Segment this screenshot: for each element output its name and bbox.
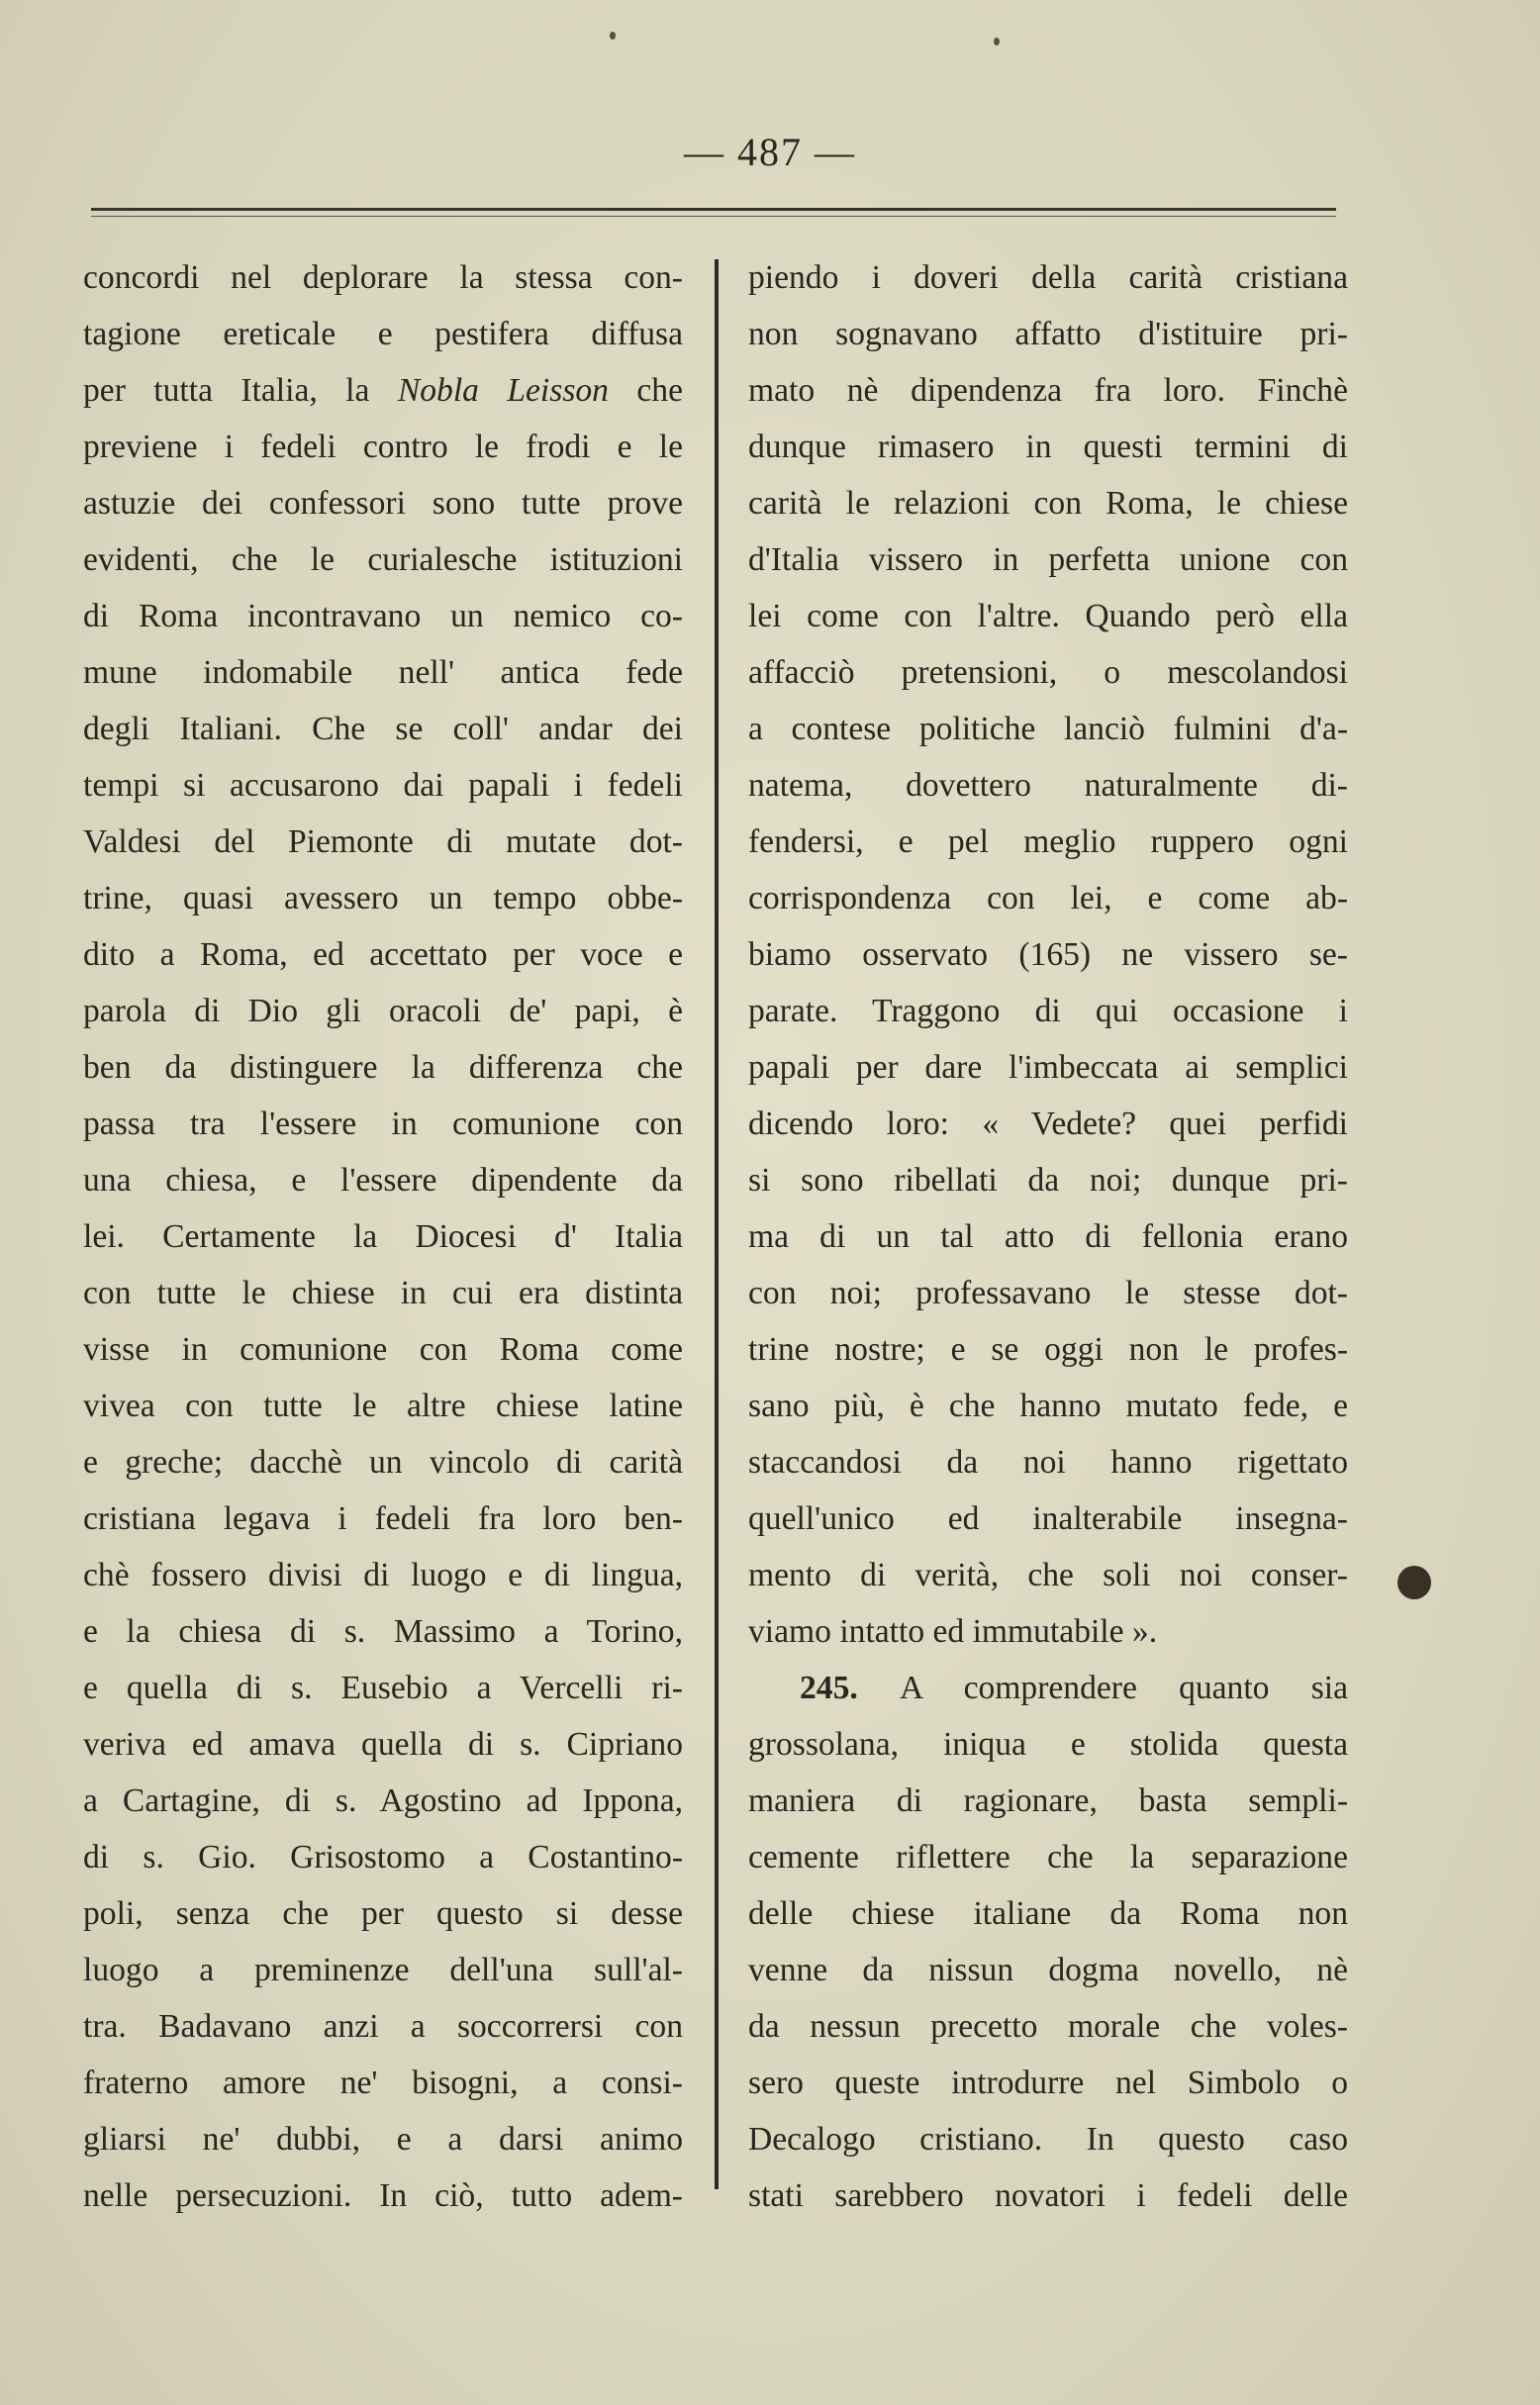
text-line: parola di Dio gli oracoli de' papi, è bbox=[83, 993, 683, 1029]
text-line: quell'unico ed inalterabile insegna- bbox=[748, 1500, 1348, 1537]
text-line: passa tra l'essere in comunione con bbox=[83, 1106, 683, 1142]
text-line: previene i fedeli contro le frodi e le bbox=[83, 429, 683, 465]
text-line: maniera di ragionare, basta sempli- bbox=[748, 1782, 1348, 1819]
ink-blot bbox=[1397, 1566, 1431, 1599]
text-line: trine nostre; e se oggi non le profes- bbox=[748, 1331, 1348, 1368]
text-line: viamo intatto ed immutabile ». bbox=[748, 1613, 1158, 1650]
text-line: a contese politiche lanciò fulmini d'a- bbox=[748, 711, 1348, 747]
text-line: fraterno amore ne' bisogni, a consi- bbox=[83, 2065, 683, 2101]
text-line: Decalogo cristiano. In questo caso bbox=[748, 2121, 1348, 2158]
text-line: evidenti, che le curialesche istituzioni bbox=[83, 541, 683, 578]
text-line: luogo a preminenze dell'una sull'al- bbox=[83, 1952, 683, 1988]
text-line: a Cartagine, di s. Agostino ad Ippona, bbox=[83, 1782, 683, 1819]
ink-speck bbox=[610, 32, 616, 40]
text-line: d'Italia vissero in perfetta unione con bbox=[748, 541, 1348, 578]
text-line: venne da nissun dogma novello, nè bbox=[748, 1952, 1348, 1988]
text-line: concordi nel deplorare la stessa con- bbox=[83, 259, 683, 296]
text-line: dunque rimasero in questi termini di bbox=[748, 429, 1348, 465]
text-line: gliarsi ne' dubbi, e a darsi animo bbox=[83, 2121, 683, 2158]
text-line: tagione ereticale e pestifera diffusa bbox=[83, 316, 683, 352]
text-line: tempi si accusarono dai papali i fedeli bbox=[83, 767, 683, 804]
text-line: non sognavano affatto d'istituire pri- bbox=[748, 316, 1348, 352]
italic-title: Nobla Leisson bbox=[397, 372, 609, 409]
text-line: affacciò pretensioni, o mescolandosi bbox=[748, 654, 1348, 691]
text-line: nelle persecuzioni. In ciò, tutto adem- bbox=[83, 2177, 683, 2214]
text-line: biamo osservato (165) ne vissero se- bbox=[748, 936, 1348, 973]
left-column bbox=[83, 249, 683, 2224]
text-line: cemente riflettere che la separazione bbox=[748, 1839, 1348, 1876]
text-line: con noi; professavano le stesse dot- bbox=[748, 1275, 1348, 1311]
text-line: ben da distinguere la differenza che bbox=[83, 1049, 683, 1086]
header-rule bbox=[91, 208, 1336, 211]
text-line: trine, quasi avessero un tempo obbe- bbox=[83, 880, 683, 916]
text-line: si sono ribellati da noi; dunque pri- bbox=[748, 1162, 1348, 1199]
text-line: Valdesi del Piemonte di mutate dot- bbox=[83, 823, 683, 860]
text-line: mato nè dipendenza fra loro. Finchè bbox=[748, 372, 1348, 409]
text-line: parate. Traggono di qui occasione i bbox=[748, 993, 1348, 1029]
text-line: corrispondenza con lei, e come ab- bbox=[748, 880, 1348, 916]
text-line: visse in comunione con Roma come bbox=[83, 1331, 683, 1368]
text-line: stati sarebbero novatori i fedeli delle bbox=[748, 2177, 1348, 2214]
text-line: fendersi, e pel meglio ruppero ogni bbox=[748, 823, 1348, 860]
text-line: cristiana legava i fedeli fra loro ben- bbox=[83, 1500, 683, 1537]
text-line: e greche; dacchè un vincolo di carità bbox=[83, 1444, 683, 1481]
text-line: con tutte le chiese in cui era distinta bbox=[83, 1275, 683, 1311]
text-line: sano più, è che hanno mutato fede, e bbox=[748, 1388, 1348, 1424]
text-line: di Roma incontravano un nemico co- bbox=[83, 598, 683, 634]
text-line: grossolana, iniqua e stolida questa bbox=[748, 1726, 1348, 1763]
right-column bbox=[748, 249, 1348, 2224]
text-line: vivea con tutte le altre chiese latine bbox=[83, 1388, 683, 1424]
text-line: e quella di s. Eusebio a Vercelli ri- bbox=[83, 1670, 683, 1706]
ink-speck bbox=[994, 38, 1000, 46]
text-line: e la chiesa di s. Massimo a Torino, bbox=[83, 1613, 683, 1650]
text-line: poli, senza che per questo si desse bbox=[83, 1895, 683, 1932]
text-line: papali per dare l'imbeccata ai semplici bbox=[748, 1049, 1348, 1086]
text-line: degli Italiani. Che se coll' andar dei bbox=[83, 711, 683, 747]
text-line: ma di un tal atto di fellonia erano bbox=[748, 1218, 1348, 1255]
text-line: lei come con l'altre. Quando però ella bbox=[748, 598, 1348, 634]
text-line: lei. Certamente la Diocesi d' Italia bbox=[83, 1218, 683, 1255]
column-divider bbox=[715, 259, 719, 2189]
text-line: delle chiese italiane da Roma non bbox=[748, 1895, 1348, 1932]
text-line: per tutta Italia, la Nobla Leisson che bbox=[83, 372, 683, 409]
text-line: staccandosi da noi hanno rigettato bbox=[748, 1444, 1348, 1481]
text-line: dito a Roma, ed accettato per voce e bbox=[83, 936, 683, 973]
text-line: mune indomabile nell' antica fede bbox=[83, 654, 683, 691]
page-number: — 487 — bbox=[684, 130, 856, 174]
text-line: mento di verità, che soli noi conser- bbox=[748, 1557, 1348, 1593]
text-line: carità le relazioni con Roma, le chiese bbox=[748, 485, 1348, 522]
text-line: di s. Gio. Grisostomo a Costantino- bbox=[83, 1839, 683, 1876]
text-line: chè fossero divisi di luogo e di lingua, bbox=[83, 1557, 683, 1593]
text-line: da nessun precetto morale che voles- bbox=[748, 2008, 1348, 2045]
text-line: sero queste introdurre nel Simbolo o bbox=[748, 2065, 1348, 2101]
text-line: piendo i doveri della carità cristiana bbox=[748, 259, 1348, 296]
text-line: tra. Badavano anzi a soccorrersi con bbox=[83, 2008, 683, 2045]
header-rule-thin bbox=[91, 216, 1336, 217]
text-line: natema, dovettero naturalmente di- bbox=[748, 767, 1348, 804]
text-line: dicendo loro: « Vedete? quei perfidi bbox=[748, 1106, 1348, 1142]
text-line: 245. A comprendere quanto sia bbox=[800, 1670, 1348, 1706]
text-line: veriva ed amava quella di s. Cipriano bbox=[83, 1726, 683, 1763]
paragraph-number: 245. bbox=[800, 1670, 900, 1706]
text-line: una chiesa, e l'essere dipendente da bbox=[83, 1162, 683, 1199]
text-line: astuzie dei confessori sono tutte prove bbox=[83, 485, 683, 522]
